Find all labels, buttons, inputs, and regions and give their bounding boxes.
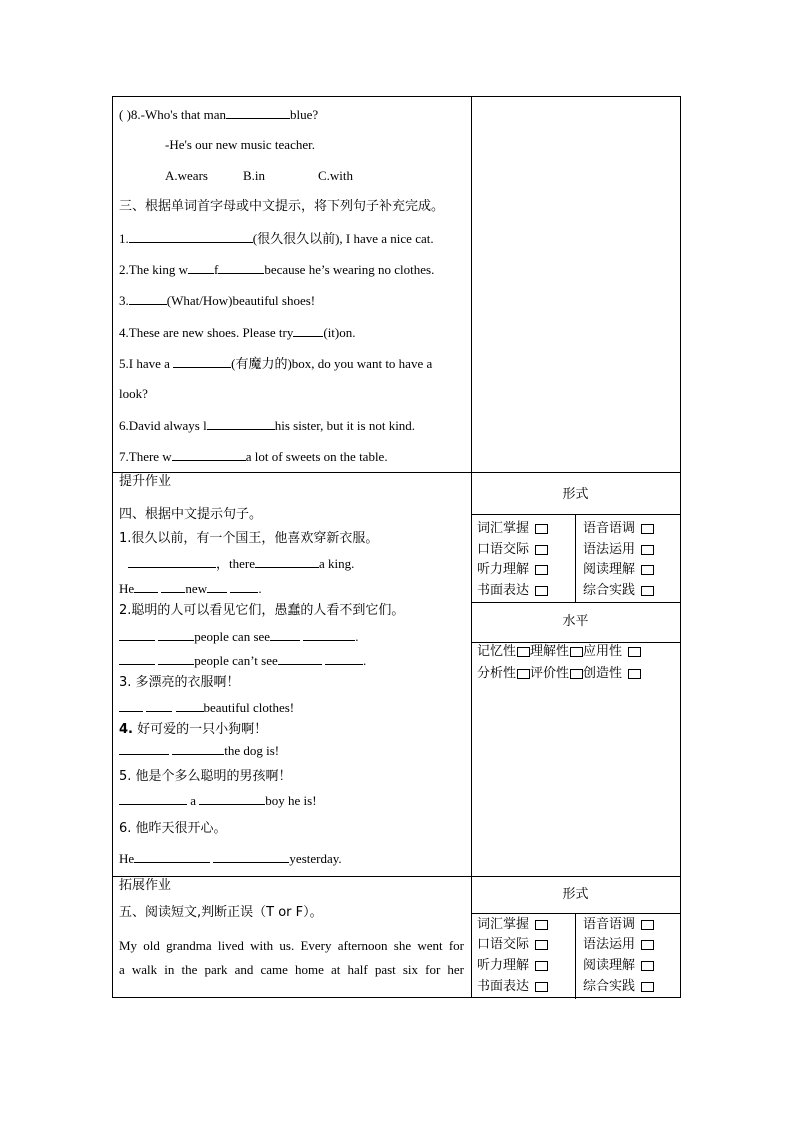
- prompt-3-line: beautiful clothes!: [119, 699, 294, 716]
- level-row-1: 记忆性 理解性 应用性: [477, 644, 641, 660]
- sentence-6: 6.David always l his sister, but it is not kind.: [119, 418, 416, 433]
- blank: [255, 555, 319, 568]
- checkbox-icon[interactable]: [641, 920, 654, 930]
- blank: [129, 292, 167, 305]
- prompt-6: 6. 他昨天很开心。: [119, 821, 227, 836]
- form-title: 形式: [562, 487, 589, 502]
- checkbox-icon[interactable]: [628, 647, 641, 657]
- checkbox-icon[interactable]: [535, 920, 548, 930]
- checkbox-icon[interactable]: [535, 565, 548, 575]
- blank: [158, 652, 194, 665]
- prompt-2-line-a: people can see .: [119, 628, 359, 645]
- blank: [119, 792, 187, 805]
- section-label-improve: 提升作业: [119, 474, 172, 489]
- blank: [303, 628, 355, 641]
- blank: [293, 324, 323, 337]
- blank: [207, 417, 275, 430]
- checkbox-icon[interactable]: [517, 669, 530, 679]
- blank: [172, 742, 224, 755]
- checkbox-icon[interactable]: [641, 961, 654, 971]
- skill-speaking: 口语交际: [477, 542, 548, 558]
- blank: [134, 580, 158, 593]
- sentence-2: 2.The king w f because he’s wearing no clothes.: [119, 262, 435, 277]
- checkbox-icon[interactable]: [535, 940, 548, 950]
- q8-option-a: A.wears: [165, 168, 208, 183]
- skill-writing: 书面表达: [477, 583, 548, 599]
- blank: [129, 230, 253, 243]
- prompt-5: 5. 他是个多么聪明的男孩啊！: [119, 769, 292, 784]
- blank: [213, 850, 289, 863]
- skill-vocab: 词汇掌握: [477, 521, 548, 537]
- blank: [128, 555, 216, 568]
- checkbox-icon[interactable]: [641, 565, 654, 575]
- blank: [226, 106, 290, 119]
- blank: [119, 628, 155, 641]
- checkbox-icon[interactable]: [641, 545, 654, 555]
- blank: [176, 699, 204, 712]
- checkbox-icon[interactable]: [535, 961, 548, 971]
- checkbox-icon[interactable]: [535, 586, 548, 596]
- blank: [188, 261, 214, 274]
- prompt-4: 4. 好可爱的一只小狗啊！: [119, 722, 268, 737]
- blank: [199, 792, 265, 805]
- skills-divider-2: [575, 913, 576, 999]
- reading-line-1: My old grandma lived with us. Every afternoon she went for: [119, 938, 464, 953]
- blank: [270, 628, 300, 641]
- prompt-1: 1.很久以前，有一个国王，他喜欢穿新衣服。: [119, 531, 379, 546]
- skill-practice-2: 综合实践: [583, 979, 654, 995]
- q8-option-b: B.in: [243, 168, 266, 183]
- checkbox-icon[interactable]: [641, 586, 654, 596]
- sentence-3: 3. (What/How)beautiful shoes!: [119, 293, 316, 308]
- prompt-6-line: He yesterday.: [119, 851, 342, 866]
- prompt-2: 2.聪明的人可以看见它们，愚蠢的人看不到它们。: [119, 603, 405, 618]
- blank: [325, 652, 363, 665]
- sentence-7: 7.There w a lot of sweets on the table.: [119, 449, 388, 464]
- checkbox-icon[interactable]: [535, 524, 548, 534]
- blank: [134, 850, 210, 863]
- skill-pronunciation: 语音语调: [583, 521, 654, 537]
- skill-grammar: 语法运用: [583, 542, 654, 558]
- blank: [119, 652, 155, 665]
- reading-line-2: a walk in the park and came home at half past six for her: [119, 962, 464, 977]
- blank: [173, 355, 231, 368]
- sentence-5: 5.I have a (有魔力的)box, do you want to have a: [119, 356, 433, 371]
- skill-grammar-2: 语法运用: [583, 937, 654, 953]
- heading-five: 五、阅读短文,判断正误（T or F）。: [119, 905, 323, 920]
- skill-vocab-2: 词汇掌握: [477, 917, 548, 933]
- column-divider: [471, 97, 472, 997]
- checkbox-icon[interactable]: [570, 669, 583, 679]
- blank: [207, 580, 227, 593]
- checkbox-icon[interactable]: [535, 982, 548, 992]
- skill-writing-2: 书面表达: [477, 979, 548, 995]
- blank: [278, 652, 322, 665]
- sentence-5-cont: look?: [119, 386, 148, 401]
- prompt-5-line: a boy he is!: [119, 792, 317, 809]
- skill-listening-2: 听力理解: [477, 958, 548, 974]
- q8-line: ( )8.-Who's that man blue?: [119, 107, 319, 122]
- skills-divider: [575, 514, 576, 602]
- skill-pronunciation-2: 语音语调: [583, 917, 654, 933]
- level-top-divider: [471, 602, 680, 603]
- checkbox-icon[interactable]: [641, 982, 654, 992]
- sentence-4: 4.These are new shoes. Please try (it)on.: [119, 325, 356, 340]
- blank: [119, 699, 143, 712]
- level-divider: [471, 642, 680, 643]
- heading-four: 四、根据中文提示句子。: [119, 507, 263, 522]
- blank: [146, 699, 172, 712]
- blank: [161, 580, 185, 593]
- sentence-1: 1. (很久很久以前), I have a nice cat.: [119, 231, 434, 246]
- skill-practice: 综合实践: [583, 583, 654, 599]
- skill-reading: 阅读理解: [583, 562, 654, 578]
- checkbox-icon[interactable]: [641, 940, 654, 950]
- checkbox-icon[interactable]: [517, 647, 530, 657]
- checkbox-icon[interactable]: [628, 669, 641, 679]
- blank: [230, 580, 258, 593]
- checkbox-icon[interactable]: [535, 545, 548, 555]
- heading-three: 三、根据单词首字母或中文提示，将下列句子补充完成。: [119, 199, 445, 214]
- prompt-3: 3. 多漂亮的衣服啊！: [119, 675, 240, 690]
- skill-listening: 听力理解: [477, 562, 548, 578]
- section-label-extend: 拓展作业: [119, 878, 172, 893]
- q8-reply: -He's our new music teacher.: [165, 137, 315, 152]
- row-divider-2: [113, 876, 680, 877]
- q8-option-c: C.with: [318, 168, 354, 183]
- prompt-2-line-b: people can’t see .: [119, 652, 366, 669]
- checkbox-icon[interactable]: [570, 647, 583, 657]
- form-title-2: 形式: [562, 887, 589, 902]
- checkbox-icon[interactable]: [641, 524, 654, 534]
- skill-speaking-2: 口语交际: [477, 937, 548, 953]
- prompt-1-line-b: He new .: [119, 581, 262, 596]
- row-divider-1: [113, 472, 680, 473]
- level-title: 水平: [562, 614, 589, 629]
- blank: [119, 742, 169, 755]
- prompt-1-line-a: ，there a king.: [128, 555, 354, 572]
- level-row-2: 分析性 评价性 创造性: [477, 666, 641, 682]
- blank: [158, 628, 194, 641]
- skill-reading-2: 阅读理解: [583, 958, 654, 974]
- blank: [218, 261, 264, 274]
- blank: [172, 448, 246, 461]
- prompt-4-line: the dog is!: [119, 742, 279, 759]
